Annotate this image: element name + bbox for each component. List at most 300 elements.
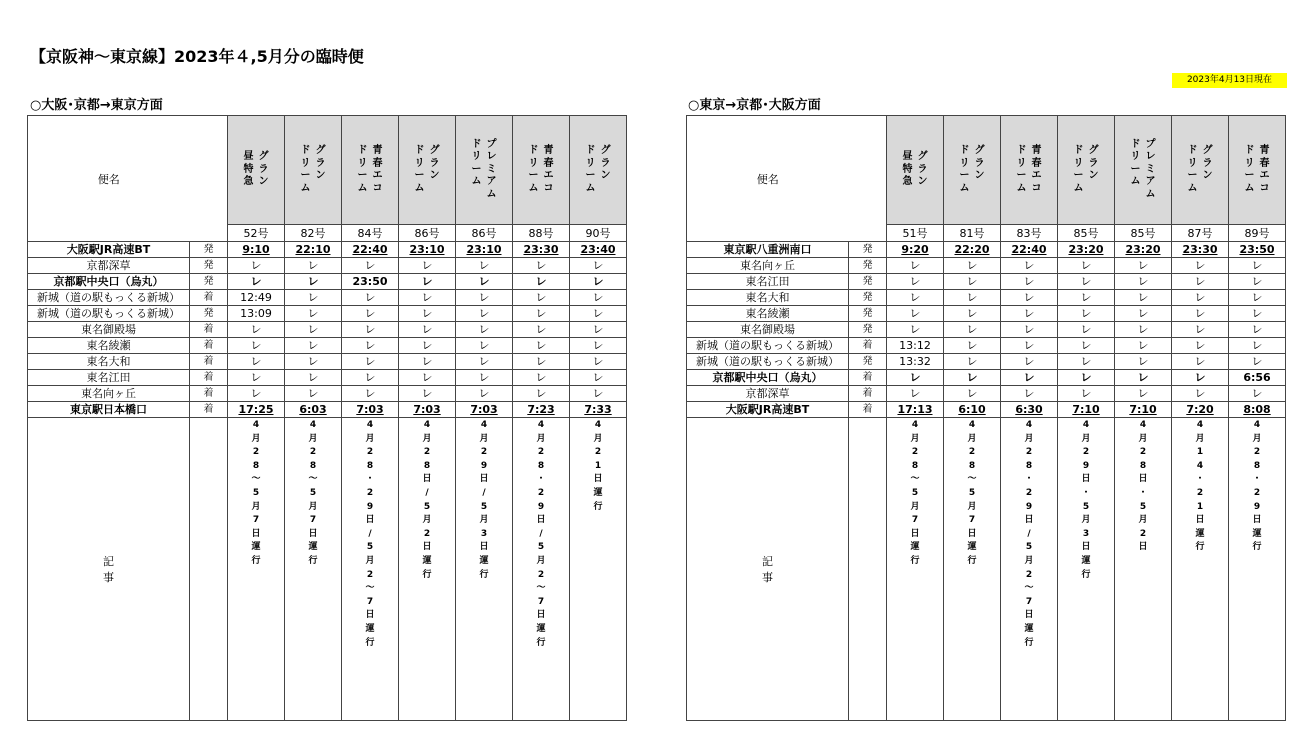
remarks-char: 日 (365, 610, 375, 621)
stop-time-cell (399, 290, 456, 306)
stop-time-cell (1058, 290, 1115, 306)
service-number: 90号 (570, 225, 627, 242)
stop-time: 6:56 (1243, 370, 1271, 384)
service-type-label (544, 145, 554, 195)
service-type-label (1032, 145, 1042, 195)
stop-time-cell (1229, 242, 1286, 258)
remarks-char: 行 (593, 501, 603, 512)
service-type-char: ン (1088, 170, 1099, 181)
service-type-char: リ (959, 157, 970, 169)
stop-name: 新城（道の駅もっくる新城） (28, 290, 190, 306)
stop-time-cell (1172, 322, 1229, 338)
service-type-char: ム (486, 188, 497, 200)
stop-time-cell (342, 274, 399, 290)
stop-time-cell (285, 370, 342, 386)
stop-direction: 着 (849, 402, 887, 418)
remarks-char: 8 (911, 460, 919, 471)
stop-time-cell (1229, 306, 1286, 322)
remarks-char: 日 (1024, 515, 1034, 526)
stop-time-cell (1058, 242, 1115, 258)
stop-time: 7:03 (356, 402, 384, 416)
remarks-char: 9 (366, 501, 374, 512)
remarks-cell (1058, 418, 1115, 721)
service-type-char: ド (357, 145, 368, 156)
service-type-char: グ (258, 151, 269, 163)
service-number: 83号 (1001, 225, 1058, 242)
remarks-cell (887, 418, 944, 721)
service-type-header (570, 116, 627, 225)
stop-time-cell (1229, 322, 1286, 338)
stop-time: レ (364, 258, 376, 272)
stop-time-cell (570, 370, 627, 386)
service-type-char: ム (414, 182, 425, 194)
remarks-char: 2 (423, 528, 431, 539)
stop-time: レ (250, 386, 262, 400)
stop-time-cell (887, 386, 944, 402)
stop-time: レ (478, 338, 490, 352)
service-type-header (228, 116, 285, 225)
stop-row (687, 242, 1286, 258)
stop-time: レ (592, 386, 604, 400)
remarks-char: 7 (968, 515, 976, 526)
stop-time-cell (456, 370, 513, 386)
stop-row (687, 386, 1286, 402)
stop-time: レ (307, 258, 319, 272)
stop-name: 京都駅中央口（烏丸） (28, 274, 190, 290)
stop-time: 9:10 (242, 242, 270, 256)
stop-time-cell (887, 354, 944, 370)
stop-time: レ (535, 386, 547, 400)
service-type-char: ー (959, 170, 970, 181)
remarks-char: 8 (968, 460, 976, 471)
service-type-char: ム (1073, 182, 1084, 194)
service-type-label (415, 145, 425, 195)
service-type-char: 春 (372, 157, 383, 169)
service-type-label (1260, 145, 1270, 195)
stop-time-cell (1172, 258, 1229, 274)
stop-time: レ (1023, 322, 1035, 336)
remarks-char: 9 (537, 501, 545, 512)
stop-time-cell (228, 242, 285, 258)
remarks-char: 5 (537, 542, 545, 553)
remarks-char: ～ (365, 583, 375, 594)
service-type-char: ム (1244, 182, 1255, 194)
remarks-char: 7 (309, 515, 317, 526)
remarks-char: ～ (910, 474, 920, 485)
remarks-text (513, 418, 569, 650)
remarks-char: 月 (365, 433, 375, 444)
stop-time: レ (478, 290, 490, 304)
stop-time-cell (1229, 370, 1286, 386)
stop-time: レ (592, 290, 604, 304)
service-type-header (944, 116, 1001, 225)
stop-time-cell (1172, 402, 1229, 418)
stop-time: レ (1194, 274, 1206, 288)
stop-time: レ (1137, 322, 1149, 336)
stop-time: レ (1251, 354, 1263, 368)
service-type-char: エ (372, 170, 383, 181)
stop-time: レ (592, 306, 604, 320)
remarks-label (687, 418, 848, 586)
service-type-char: コ (543, 182, 554, 194)
stop-time-cell (399, 338, 456, 354)
stop-name: 東名綾瀬 (28, 338, 190, 354)
remarks-char: 2 (594, 447, 602, 458)
stop-time: レ (478, 306, 490, 320)
service-number: 51号 (887, 225, 944, 242)
stop-time-cell (1001, 370, 1058, 386)
stop-time-cell (399, 354, 456, 370)
stop-direction: 着 (190, 338, 228, 354)
remarks-char: 運 (422, 555, 432, 566)
remarks-char: 月 (536, 555, 546, 566)
stop-direction: 着 (190, 402, 228, 418)
stop-time: レ (1080, 354, 1092, 368)
stop-time-cell (399, 306, 456, 322)
service-number: 82号 (285, 225, 342, 242)
service-type-label (1089, 145, 1099, 183)
stop-time: レ (1080, 322, 1092, 336)
service-type-char: ム (471, 176, 482, 188)
service-type-char: リ (1016, 157, 1027, 169)
remarks-char: 行 (967, 555, 977, 566)
stop-time: レ (250, 338, 262, 352)
stop-name: 東名大和 (28, 354, 190, 370)
stop-time: レ (364, 370, 376, 384)
stop-time: レ (1194, 290, 1206, 304)
right-timetable (686, 115, 1286, 721)
remarks-char: 日 (479, 474, 489, 485)
service-type-char: ー (471, 163, 482, 175)
remarks-char: 3 (1082, 528, 1090, 539)
remarks-char: 2 (252, 447, 260, 458)
stop-direction: 発 (849, 258, 887, 274)
service-type-char: リ (414, 157, 425, 169)
remarks-char: 月 (251, 501, 261, 512)
service-type-header (342, 116, 399, 225)
remarks-text (1058, 418, 1114, 582)
page-title: 【京阪神～東京線】2023年４,5月分の臨時便 (30, 47, 364, 66)
stop-row (28, 354, 627, 370)
stop-time-cell (1058, 274, 1115, 290)
remarks-char: 2 (537, 569, 545, 580)
remarks-char: 2 (911, 447, 919, 458)
stop-time: レ (966, 290, 978, 304)
remarks-char: 2 (1253, 487, 1261, 498)
stop-time-cell (456, 386, 513, 402)
remarks-char: 7 (252, 515, 260, 526)
remarks-char: 9 (480, 460, 488, 471)
stop-time-cell (513, 338, 570, 354)
service-type-char: ー (585, 170, 596, 181)
service-type-header (1058, 116, 1115, 225)
service-type-char: ム (1187, 182, 1198, 194)
stop-time-cell (570, 258, 627, 274)
stop-time: 23:40 (580, 242, 616, 256)
service-type-char: 青 (543, 145, 554, 156)
service-type-char: グ (600, 145, 611, 156)
stop-time: レ (307, 322, 319, 336)
remarks-char: 5 (1082, 501, 1090, 512)
stop-time-cell (513, 370, 570, 386)
service-type-char: ン (974, 170, 985, 181)
stop-time-cell (1172, 338, 1229, 354)
remarks-char: ・ (1195, 474, 1205, 485)
stop-time: レ (478, 274, 490, 288)
stop-time-cell (1115, 402, 1172, 418)
service-type-char: 急 (902, 176, 913, 188)
stop-time: 22:40 (352, 242, 388, 256)
stop-time: 22:40 (1011, 242, 1047, 256)
remarks-char: 2 (366, 447, 374, 458)
stop-time-cell (570, 242, 627, 258)
service-type-char: エ (543, 170, 554, 181)
stop-time-cell (1115, 370, 1172, 386)
remarks-char: 2 (480, 447, 488, 458)
stop-time: レ (1251, 306, 1263, 320)
as-of-date-badge: 2023年4月13日現在 (1172, 73, 1287, 88)
stop-time-cell (887, 258, 944, 274)
stop-time: レ (592, 322, 604, 336)
stop-time: 13:12 (899, 338, 931, 352)
service-type-char: ー (414, 170, 425, 181)
remarks-char: 日 (967, 528, 977, 539)
remarks-text (1115, 418, 1171, 555)
stop-time-cell (228, 338, 285, 354)
remarks-char: ～ (308, 474, 318, 485)
stop-row (28, 386, 627, 402)
service-type-char: ア (486, 176, 497, 188)
remarks-char: 2 (1139, 528, 1147, 539)
stop-time: レ (1023, 370, 1035, 384)
remarks-char: / (368, 528, 372, 539)
stop-time: レ (250, 258, 262, 272)
remarks-char: 8 (366, 460, 374, 471)
service-type-label (373, 145, 383, 195)
stop-time: レ (909, 306, 921, 320)
service-type-char: ム (528, 182, 539, 194)
remarks-char: ・ (1081, 487, 1091, 498)
service-type-char: ム (585, 182, 596, 194)
stop-time-cell (1001, 274, 1058, 290)
service-type-char: コ (372, 182, 383, 194)
stop-time-cell (399, 402, 456, 418)
stop-time-cell (285, 274, 342, 290)
stop-time-cell (342, 306, 399, 322)
stop-time: 8:08 (1243, 402, 1271, 416)
stop-time: レ (1137, 338, 1149, 352)
stop-time-cell (285, 386, 342, 402)
stop-time: レ (1137, 354, 1149, 368)
service-type-label (244, 151, 254, 189)
stop-name: 大阪駅JR高速BT (687, 402, 849, 418)
stop-time-cell (944, 290, 1001, 306)
stop-time-cell (285, 338, 342, 354)
stop-time-cell (342, 370, 399, 386)
header-binmei-cell (28, 116, 190, 242)
stop-time: レ (909, 258, 921, 272)
service-type-label (430, 145, 440, 183)
stop-time-cell (1172, 242, 1229, 258)
stop-time: 23:10 (466, 242, 502, 256)
remarks-char: 運 (365, 623, 375, 634)
remarks-char: 5 (968, 487, 976, 498)
remarks-char: 8 (537, 460, 545, 471)
stop-row (28, 242, 627, 258)
stop-time: レ (307, 338, 319, 352)
stop-time: 9:20 (901, 242, 929, 256)
service-type-char: プ (486, 138, 497, 150)
stop-time-cell (1001, 322, 1058, 338)
stop-time-cell (1001, 290, 1058, 306)
stop-time-cell (342, 402, 399, 418)
remarks-char: 4 (1253, 420, 1261, 430)
stop-time: レ (535, 290, 547, 304)
remarks-char: 行 (1081, 569, 1091, 580)
stop-time: レ (1023, 274, 1035, 288)
stop-time-cell (342, 290, 399, 306)
remarks-char: 行 (479, 569, 489, 580)
stop-time: レ (909, 322, 921, 336)
stop-time-cell (1115, 274, 1172, 290)
stop-name: 新城（道の駅もっくる新城） (687, 338, 849, 354)
service-number: 88号 (513, 225, 570, 242)
stop-row (28, 274, 627, 290)
service-number: 84号 (342, 225, 399, 242)
remarks-char: 5 (309, 487, 317, 498)
stop-time: レ (966, 386, 978, 400)
service-number: 86号 (399, 225, 456, 242)
stop-time-cell (1058, 386, 1115, 402)
service-type-char: ン (600, 170, 611, 181)
service-type-char: ド (959, 145, 970, 156)
remarks-char: 7 (911, 515, 919, 526)
remarks-char: 月 (308, 433, 318, 444)
remarks-char: 5 (911, 487, 919, 498)
service-type-char: ラ (1202, 157, 1213, 169)
service-type-label (259, 151, 269, 189)
remarks-char: ・ (1252, 474, 1262, 485)
stop-name: 京都深草 (28, 258, 190, 274)
service-type-label (960, 145, 970, 195)
stop-direction: 着 (849, 386, 887, 402)
remarks-char: 8 (423, 460, 431, 471)
stop-time: レ (535, 306, 547, 320)
stop-time-cell (1001, 242, 1058, 258)
stop-time: レ (421, 386, 433, 400)
stop-time-cell (513, 274, 570, 290)
remarks-char: 月 (967, 501, 977, 512)
stop-time: レ (966, 306, 978, 320)
stop-time-cell (1115, 290, 1172, 306)
stop-direction: 発 (849, 354, 887, 370)
stop-time-cell (1115, 258, 1172, 274)
stop-time-cell (513, 242, 570, 258)
service-number: 86号 (456, 225, 513, 242)
remarks-char: 日 (536, 610, 546, 621)
stop-time: 7:33 (584, 402, 612, 416)
stop-row (687, 258, 1286, 274)
stop-time: 17:13 (897, 402, 933, 416)
service-type-char: ン (429, 170, 440, 181)
remarks-char: 2 (309, 447, 317, 458)
stop-time: 23:20 (1068, 242, 1104, 256)
stop-name: 東名江田 (28, 370, 190, 386)
stop-time-cell (944, 338, 1001, 354)
remarks-char: 1 (1196, 447, 1204, 458)
service-type-char: ド (1244, 145, 1255, 156)
service-number: 81号 (944, 225, 1001, 242)
stop-name: 大阪駅JR高速BT (28, 242, 190, 258)
stop-time: レ (1023, 386, 1035, 400)
stop-direction: 発 (190, 242, 228, 258)
remarks-label-char: 事 (762, 571, 773, 584)
stop-time: レ (250, 354, 262, 368)
remarks-char: 9 (1253, 501, 1261, 512)
stop-time: レ (1137, 274, 1149, 288)
remarks-char: 行 (365, 637, 375, 648)
remarks-label (28, 418, 189, 586)
stop-time: レ (1194, 338, 1206, 352)
service-type-label (1017, 145, 1027, 195)
service-type-char: ラ (600, 157, 611, 169)
remarks-char: 8 (1139, 460, 1147, 471)
stop-time-cell (1058, 338, 1115, 354)
remarks-char: 5 (1025, 542, 1033, 553)
remarks-char: 月 (479, 433, 489, 444)
service-type-char: レ (1145, 151, 1156, 163)
service-type-char: ー (1187, 170, 1198, 181)
service-type-char: グ (315, 145, 326, 156)
stop-time: 22:20 (954, 242, 990, 256)
stop-time: レ (307, 386, 319, 400)
remarks-blank-cell (849, 418, 887, 721)
service-type-label (601, 145, 611, 183)
remarks-label-cell (28, 418, 190, 721)
stop-name: 東名綾瀬 (687, 306, 849, 322)
stop-time-cell (1058, 258, 1115, 274)
stop-time: レ (1023, 306, 1035, 320)
stop-time-cell (1229, 258, 1286, 274)
remarks-char: 運 (593, 487, 603, 498)
stop-time-cell (1115, 338, 1172, 354)
service-type-label (487, 139, 497, 202)
stop-time-cell (285, 306, 342, 322)
service-type-label (1188, 145, 1198, 195)
service-type-char: ン (315, 170, 326, 181)
service-type-label (358, 145, 368, 195)
stop-time: 23:20 (1125, 242, 1161, 256)
remarks-char: 月 (422, 433, 432, 444)
stop-time: 22:10 (295, 242, 331, 256)
service-type-char: ド (414, 145, 425, 156)
stop-time: 13:09 (240, 306, 272, 320)
remarks-char: 5 (1139, 501, 1147, 512)
service-type-char: グ (1202, 145, 1213, 156)
remarks-char: 月 (422, 515, 432, 526)
remarks-char: 月 (1081, 515, 1091, 526)
stop-time-cell (1058, 306, 1115, 322)
remarks-char: 月 (479, 515, 489, 526)
stop-direction: 着 (190, 354, 228, 370)
service-type-char: 春 (543, 157, 554, 169)
stop-time: レ (1251, 386, 1263, 400)
stop-time: レ (1194, 306, 1206, 320)
remarks-char: 日 (1252, 515, 1262, 526)
stop-time: レ (250, 274, 262, 288)
remarks-char: 月 (593, 433, 603, 444)
stop-time-cell (887, 242, 944, 258)
